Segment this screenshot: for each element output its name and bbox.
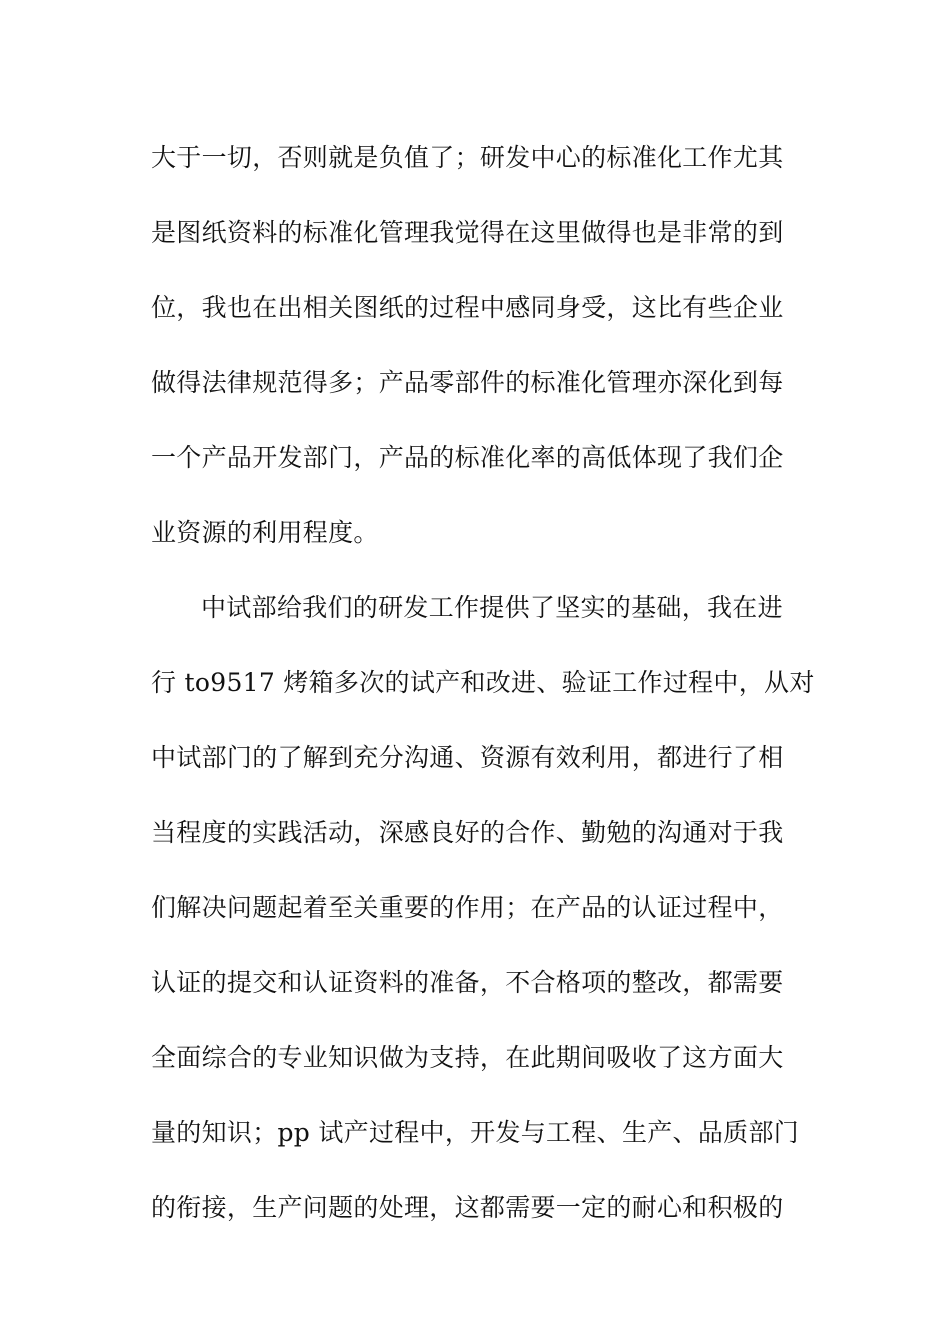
text-line: 中试部给我们的研发工作提供了坚实的基础，我在进	[201, 593, 783, 622]
text-line: 位，我也在出相关图纸的过程中感同身受，这比有些企业	[151, 293, 784, 322]
paragraph-2	[151, 582, 815, 1257]
text-line: 业资源的利用程度。	[151, 518, 379, 547]
text-line: 中试部门的了解到充分沟通、资源有效利用，都进行了相	[151, 743, 784, 772]
paragraph-1	[151, 132, 801, 582]
text-line: 行 to9517 烤箱多次的试产和改进、验证工作过程中，从对	[151, 668, 815, 697]
text-line: 们解决问题起着至关重要的作用；在产品的认证过程中，	[151, 893, 784, 922]
text-line: 的衔接，生产问题的处理，这都需要一定的耐心和积极的	[151, 1193, 784, 1222]
text-line: 大于一切，否则就是负值了；研发中心的标准化工作尤其	[151, 143, 784, 172]
text-line: 全面综合的专业知识做为支持，在此期间吸收了这方面大	[151, 1043, 784, 1072]
text-line: 认证的提交和认证资料的准备，不合格项的整改，都需要	[151, 968, 784, 997]
body-text	[151, 132, 815, 1257]
text-line: 是图纸资料的标准化管理我觉得在这里做得也是非常的到	[151, 218, 784, 247]
text-line: 当程度的实践活动，深感良好的合作、勤勉的沟通对于我	[151, 818, 784, 847]
text-line: 做得法律规范得多；产品零部件的标准化管理亦深化到每	[151, 368, 784, 397]
text-line: 量的知识；pp 试产过程中，开发与工程、生产、品质部门	[151, 1118, 800, 1147]
text-line: 一个产品开发部门，产品的标准化率的高低体现了我们企	[151, 443, 784, 472]
